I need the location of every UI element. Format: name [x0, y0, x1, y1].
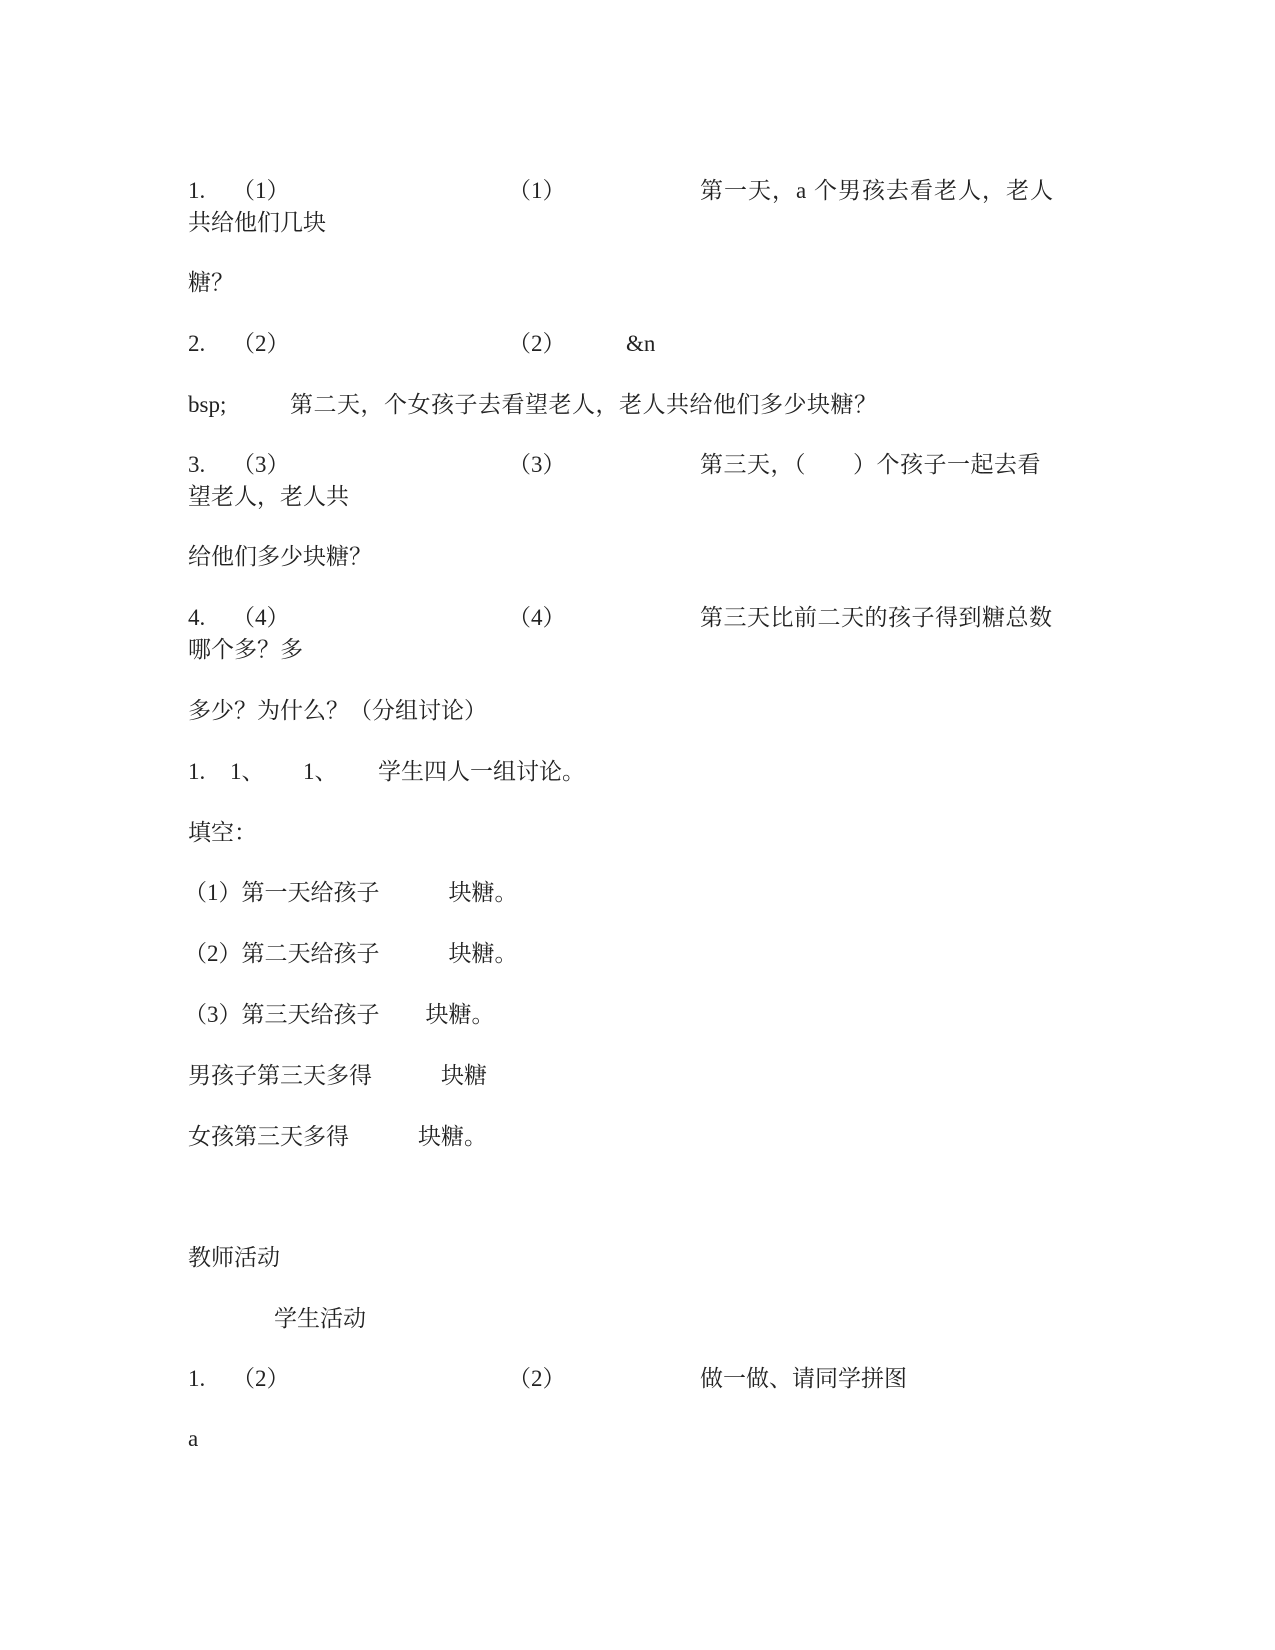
fill-item-2: （2）第二天给孩子 块糖。: [184, 941, 518, 966]
item-1-label-b: （1）: [508, 178, 566, 203]
item-1-label-a: （1）: [232, 178, 290, 203]
fill-title: 填空：: [188, 820, 257, 845]
student-activity-heading: 学生活动: [274, 1306, 366, 1331]
item-4-label-b: （4）: [508, 605, 566, 630]
item-3-text: 第三天，（ ）个孩子一起去看: [700, 452, 1041, 477]
item-3-label-a: （3）: [232, 452, 290, 477]
discussion-label-b: 1、: [303, 759, 338, 784]
item-2-label-b: （2）: [508, 331, 566, 356]
teacher-activity-heading: 教师活动: [188, 1245, 280, 1270]
item-5-number: 1.: [188, 1366, 206, 1391]
item-3-text-cont: 望老人，老人共: [188, 484, 349, 509]
fill-item-4: 男孩子第三天多得 块糖: [188, 1063, 487, 1088]
item-4-number: 4.: [188, 605, 206, 630]
item-2-fragment-cont: bsp;: [188, 392, 227, 417]
tail-text: a: [188, 1426, 199, 1451]
fill-item-5: 女孩第三天多得 块糖。: [188, 1124, 487, 1149]
item-3-number: 3.: [188, 452, 206, 477]
item-2-number: 2.: [188, 331, 206, 356]
item-3-text-end: 给他们多少块糖？: [188, 544, 372, 569]
item-2-fragment: &n: [626, 331, 656, 356]
item-1-text-end: 糖？: [188, 270, 234, 295]
fill-item-3: （3）第三天给孩子 块糖。: [184, 1002, 495, 1027]
item-2-label-a: （2）: [232, 331, 290, 356]
item-5-text: 做一做、请同学拼图: [700, 1366, 907, 1391]
item-2-text: 第二天，个女孩子去看望老人，老人共给他们多少块糖？: [290, 392, 878, 417]
item-1-text-cont: 共给他们几块: [188, 210, 326, 235]
item-4-text: 第三天比前二天的孩子得到糖总数: [700, 605, 1053, 630]
discussion-number: 1.: [188, 759, 206, 784]
item-4-label-a: （4）: [232, 605, 290, 630]
fill-item-1: （1）第一天给孩子 块糖。: [184, 880, 518, 905]
discussion-label-a: 1、: [230, 759, 265, 784]
item-5-label-b: （2）: [508, 1366, 566, 1391]
item-1-number: 1.: [188, 178, 206, 203]
item-3-label-b: （3）: [508, 452, 566, 477]
item-5-label-a: （2）: [232, 1366, 290, 1391]
item-4-text-end: 多少？为什么？（分组讨论）: [188, 698, 487, 723]
discussion-text: 学生四人一组讨论。: [378, 759, 585, 784]
item-4-text-cont: 哪个多？多: [188, 637, 303, 662]
item-1-text: 第一天，a 个男孩去看老人，老人: [700, 178, 1054, 203]
